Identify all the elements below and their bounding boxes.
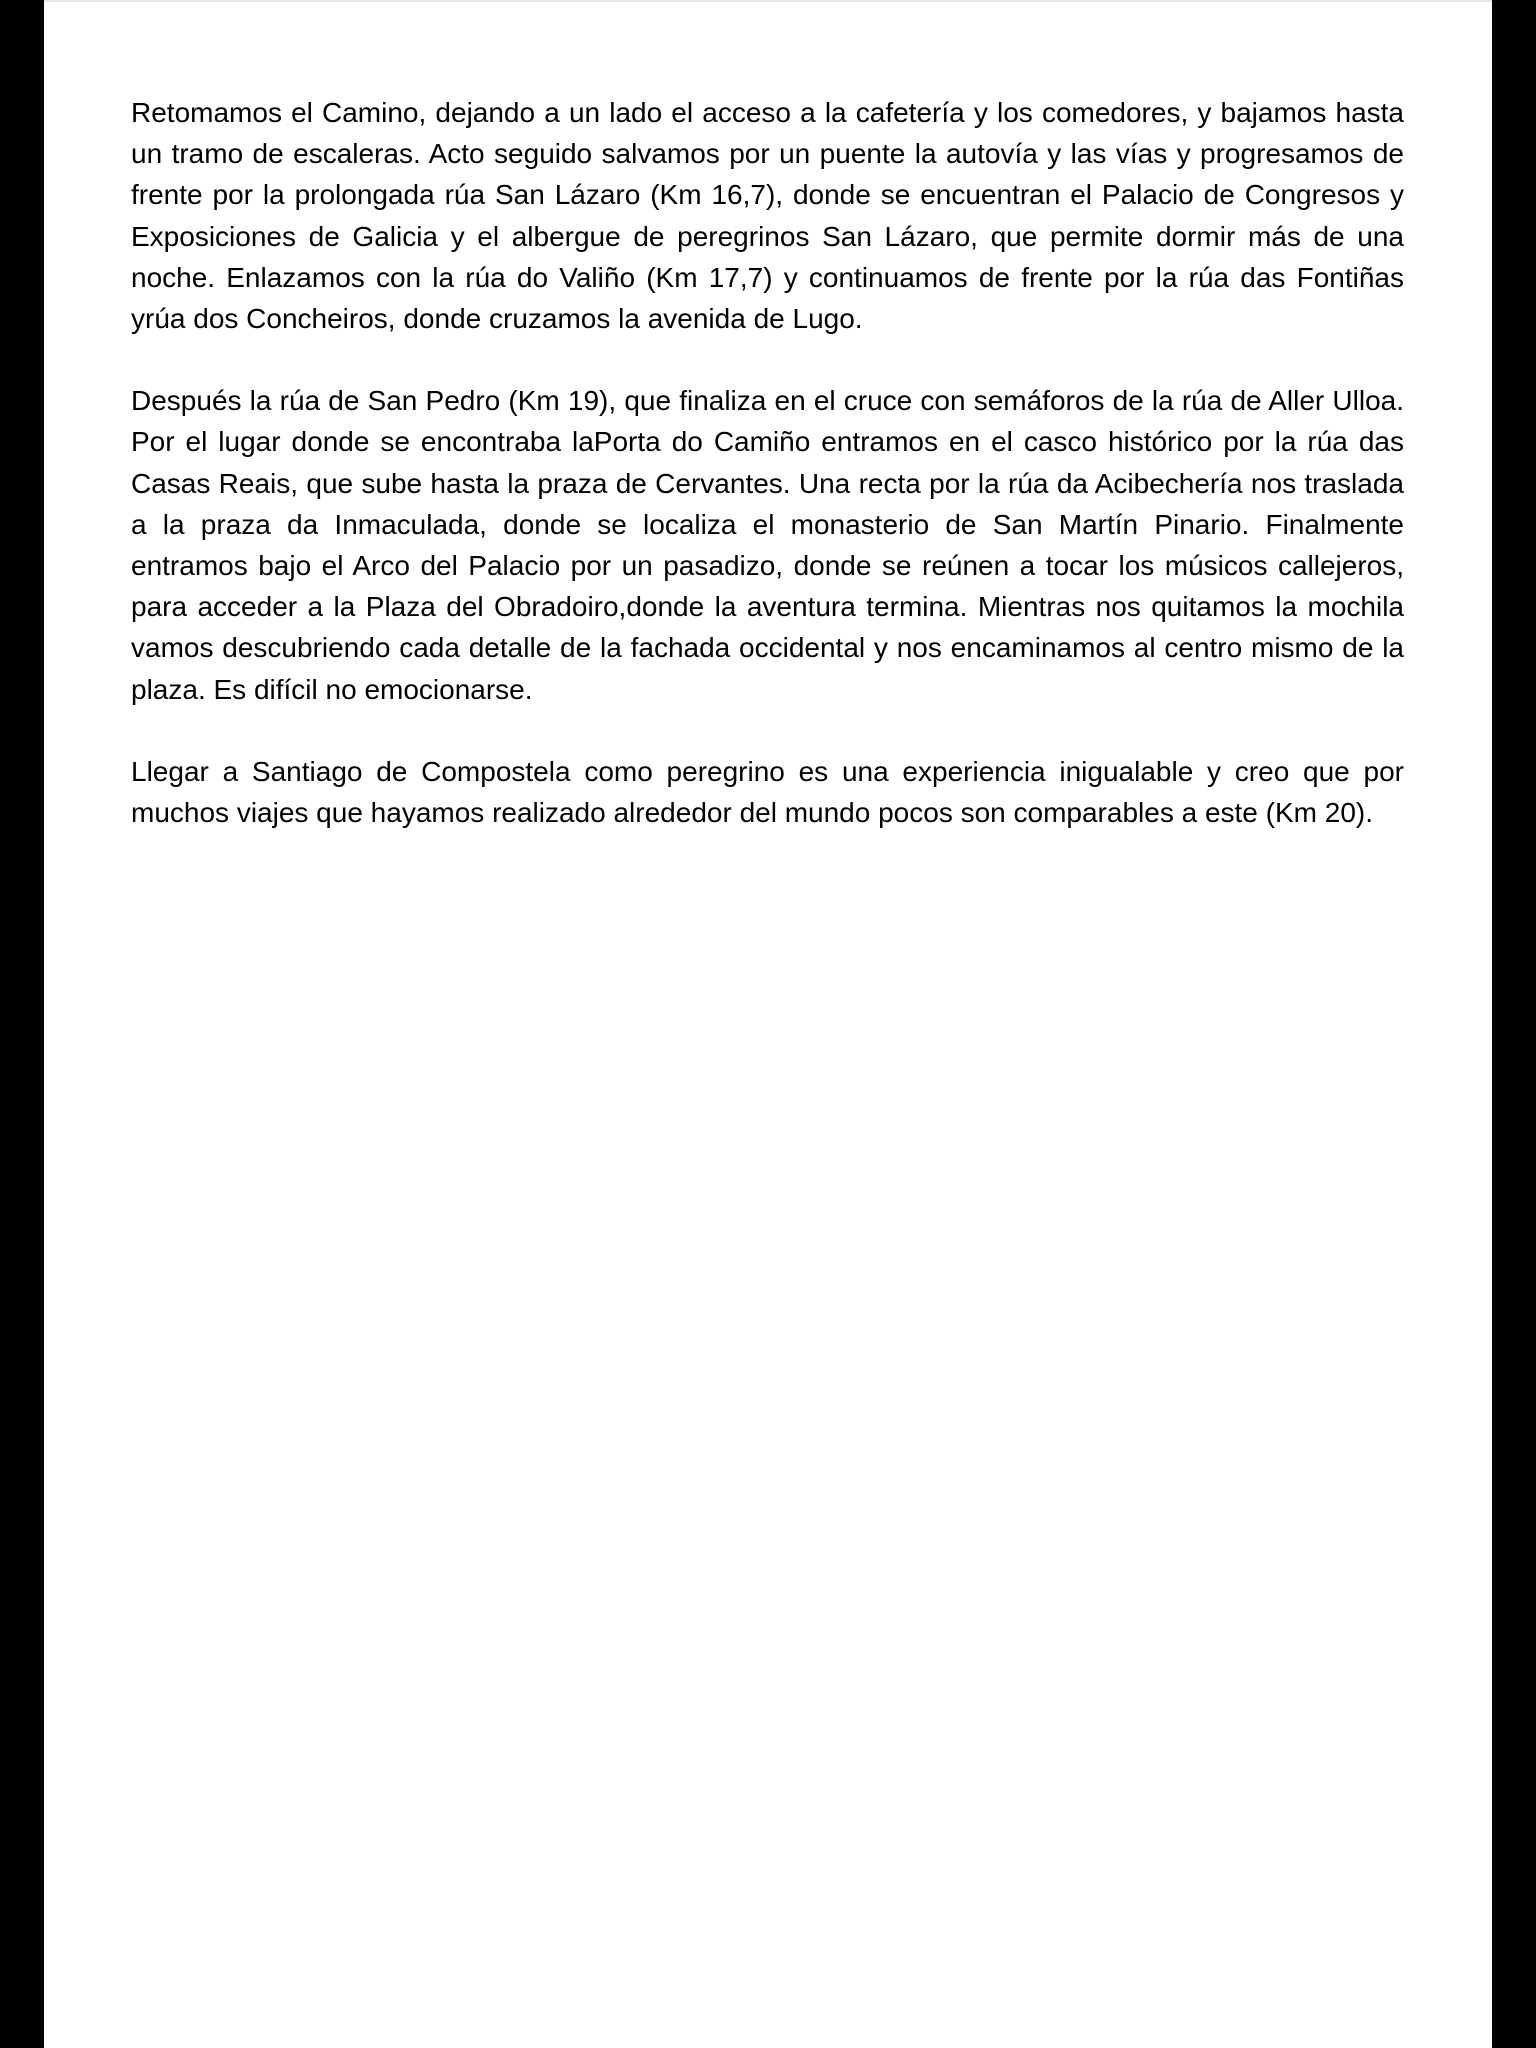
paragraph-1: Retomamos el Camino, dejando a un lado el acceso a la cafetería y los comedores, y bajamos hasta un tramo de escaleras. Acto seguido salvamos por un puente la autovía y las vías y progresamos de frente por la prolongada rúa San Lázaro (Km 16,7), donde se encuentran el Palacio de Congresos y Exposiciones de Galicia y el albergue de peregrinos San Lázaro, que permite dormir más de una noche. Enlazamos con la rúa do Valiño (Km 17,7) y continuamos de frente por la rúa das Fontiñas yrúa dos Concheiros, donde cruzamos la avenida de Lugo. <box>131 97 1404 335</box>
page-content <box>131 92 1404 874</box>
paragraph-2: Después la rúa de San Pedro (Km 19), que finaliza en el cruce con semáforos de la rúa de Aller Ulloa. Por el lugar donde se encontraba laPorta do Camiño entramos en el casco histórico por la rúa das Casas Reais, que sube hasta la praza de Cervantes. Una recta por la rúa da Acibechería nos traslada a la praza da Inmaculada, donde se localiza el monasterio de San Martín Pinario. Finalmente entramos bajo el Arco del Palacio por un pasadizo, donde se reúnen a tocar los músicos callejeros, para acceder a la Plaza del Obradoiro,donde la aventura termina. Mientras nos quitamos la mochila vamos descubriendo cada detalle de la fachada occidental y nos encaminamos al centro mismo de la plaza. Es difícil no emocionarse. <box>131 385 1404 705</box>
paragraph-3: Llegar a Santiago de Compostela como peregrino es una experiencia inigualable y creo que por muchos viajes que hayamos realizado alrededor del mundo pocos son comparables a este (Km 20). <box>131 755 1404 829</box>
document-page <box>44 0 1492 2048</box>
